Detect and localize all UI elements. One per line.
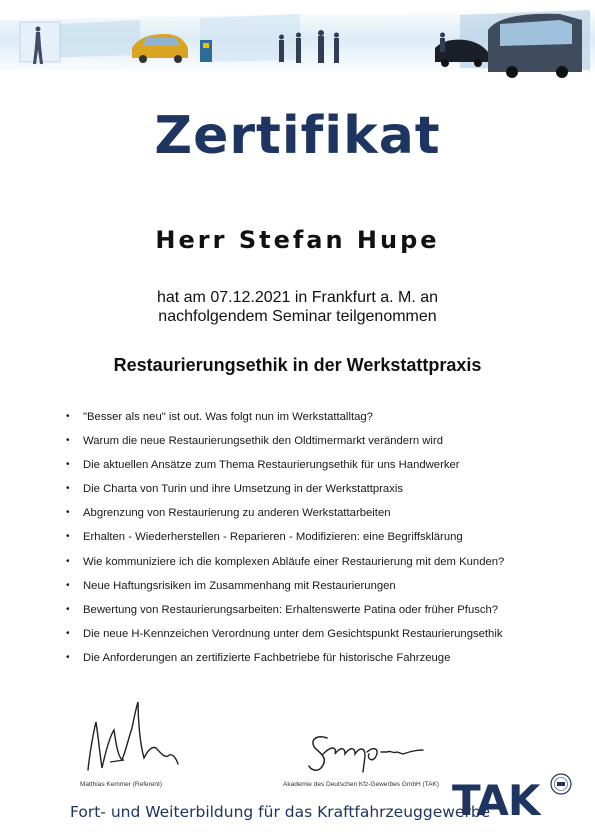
header-banner-illustration bbox=[0, 0, 595, 85]
topic-text: Die Charta von Turin und ihre Umsetzung in der Werkstattpraxis bbox=[83, 483, 404, 496]
topic-text: Neue Haftungsrisiken im Zusammenhang mit Restaurierungen bbox=[83, 579, 396, 592]
bullet-icon: • bbox=[66, 651, 70, 663]
intro-text bbox=[0, 288, 595, 326]
signature-label-referent: Matthias Kemmer (Referent) bbox=[80, 781, 162, 788]
topic-text: Abgrenzung von Restaurierung zu anderen Werkstattarbeiten bbox=[83, 507, 391, 520]
bullet-icon: • bbox=[66, 411, 70, 422]
list-item bbox=[66, 550, 504, 574]
topic-text: Die aktuellen Ansätze zum Thema Restaurierungsethik für uns Handwerker bbox=[83, 459, 460, 472]
seminar-title: Restaurierungsethik in der Werkstattpraxis bbox=[113, 355, 482, 375]
bullet-icon: • bbox=[66, 579, 70, 591]
list-item bbox=[66, 525, 504, 549]
certificate-title: Zertifikat bbox=[154, 106, 441, 166]
topic-text: Die neue H-Kennzeichen Verordnung unter dem Gesichtspunkt Restaurierungsethik bbox=[83, 627, 503, 640]
signature-referent bbox=[80, 700, 190, 778]
bullet-icon: • bbox=[66, 603, 70, 615]
bullet-icon: • bbox=[66, 507, 70, 519]
list-item bbox=[66, 477, 504, 501]
list-item bbox=[66, 429, 504, 453]
bullet-icon: • bbox=[66, 531, 70, 543]
bullet-icon: • bbox=[66, 627, 70, 639]
topic-text: "Besser als neu" ist out. Was folgt nun im Werkstattalltag? bbox=[83, 411, 373, 423]
topic-text: Die Anforderungen an zertifizierte Fachbetriebe für historische Fahrzeuge bbox=[83, 651, 451, 664]
signature-label-academy: Akademie des Deutschen Kfz-Gewerbes GmbH (TAK) bbox=[283, 781, 439, 788]
signature-academy bbox=[305, 728, 425, 776]
intro-line-1: hat am 07.12.2021 in Frankfurt a. M. an bbox=[156, 289, 439, 306]
bullet-icon: • bbox=[66, 483, 70, 495]
bullet-icon: • bbox=[66, 459, 70, 471]
tak-logo: TAK bbox=[452, 776, 540, 825]
list-item bbox=[66, 622, 504, 646]
bullet-icon: • bbox=[66, 435, 70, 447]
list-item bbox=[66, 453, 504, 477]
certification-seal-icon bbox=[550, 773, 572, 795]
list-item bbox=[66, 405, 504, 429]
recipient-name: Herr Stefan Hupe bbox=[155, 226, 440, 254]
topic-text: Bewertung von Restaurierungsarbeiten: Erhaltenswerte Patina oder früher Pfusch? bbox=[83, 603, 499, 616]
bullet-icon: • bbox=[66, 555, 70, 567]
topic-text: Wie kommuniziere ich die komplexen Abläufe einer Restaurierung mit dem Kunden? bbox=[83, 555, 505, 568]
topic-text: Warum die neue Restaurierungsethik den Oldtimermarkt verändern wird bbox=[83, 435, 443, 448]
list-item bbox=[66, 501, 504, 525]
list-item bbox=[66, 598, 504, 622]
intro-line-2: nachfolgendem Seminar teilgenommen bbox=[158, 308, 437, 325]
topic-text: Erhalten - Wiederherstellen - Reparieren - Modifizieren: eine Begriffsklärung bbox=[83, 531, 463, 544]
list-item bbox=[66, 574, 504, 598]
topic-list bbox=[66, 405, 504, 670]
footer-tagline: Fort- und Weiterbildung für das Kraftfahrzeuggewerbe bbox=[70, 803, 491, 821]
list-item bbox=[66, 646, 504, 670]
